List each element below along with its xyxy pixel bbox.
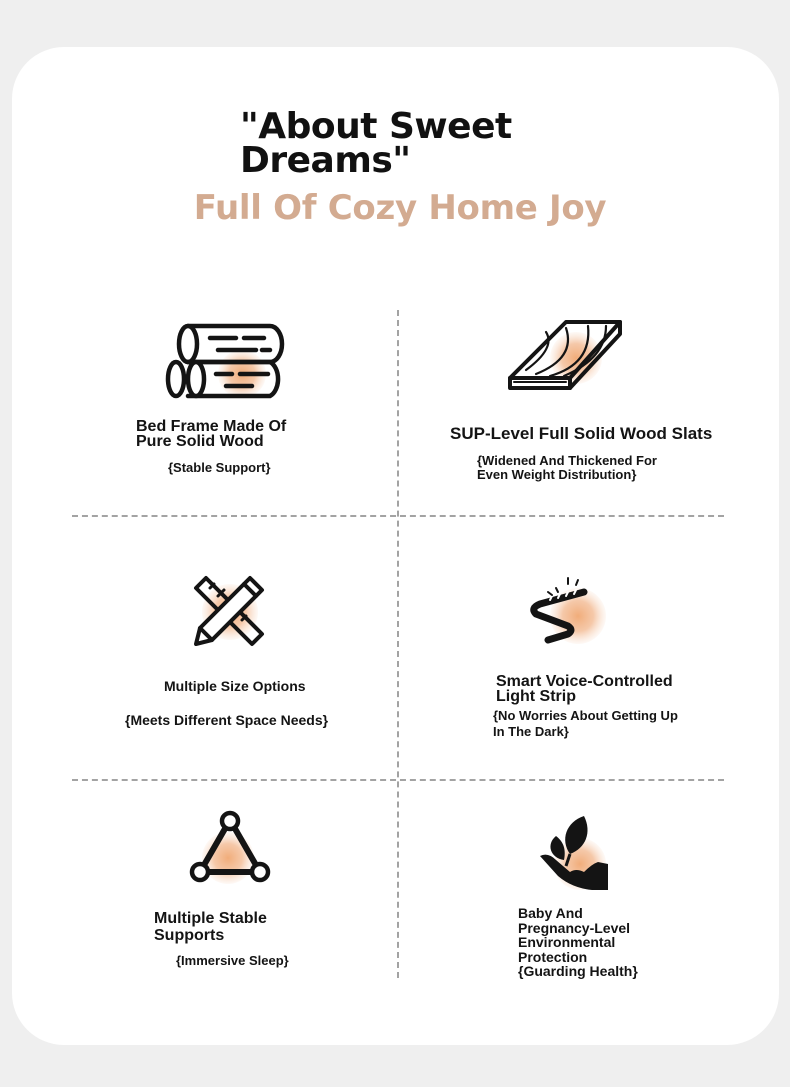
ruler-pencil-icon <box>192 574 266 648</box>
hand-leaf-icon <box>536 814 612 894</box>
triangle-support-icon <box>188 810 272 886</box>
feature-2-note: {Widened And Thickened For Even Weight Distribution} <box>477 453 657 482</box>
feature-2-label: SUP-Level Full Solid Wood Slats <box>450 424 713 443</box>
feature-1-label: Bed Frame Made Of Pure Solid Wood <box>136 418 287 450</box>
feature-1-note: {Stable Support} <box>168 460 271 475</box>
page-title: "About Sweet Dreams" <box>240 106 512 181</box>
light-strip-icon <box>528 574 612 648</box>
feature-5-label: Multiple Stable Supports <box>154 910 267 944</box>
feature-4-note: {No Worries About Getting Up In The Dark} <box>493 708 678 739</box>
wood-plank-icon <box>506 318 626 392</box>
horizontal-divider-bottom <box>72 779 724 781</box>
horizontal-divider-top <box>72 515 724 517</box>
feature-5-note: {Immersive Sleep} <box>176 953 289 968</box>
page-subtitle: Full Of Cozy Home Joy <box>193 188 607 228</box>
vertical-divider <box>397 310 399 978</box>
feature-3-note: {Meets Different Space Needs} <box>125 712 329 728</box>
feature-6-label: Baby And Pregnancy-Level Environmental Protection {Guarding Health} <box>518 905 638 979</box>
feature-3-label: Multiple Size Options <box>164 678 306 694</box>
wood-logs-icon <box>166 322 286 398</box>
feature-4-label: Smart Voice-Controlled Light Strip <box>496 673 673 705</box>
